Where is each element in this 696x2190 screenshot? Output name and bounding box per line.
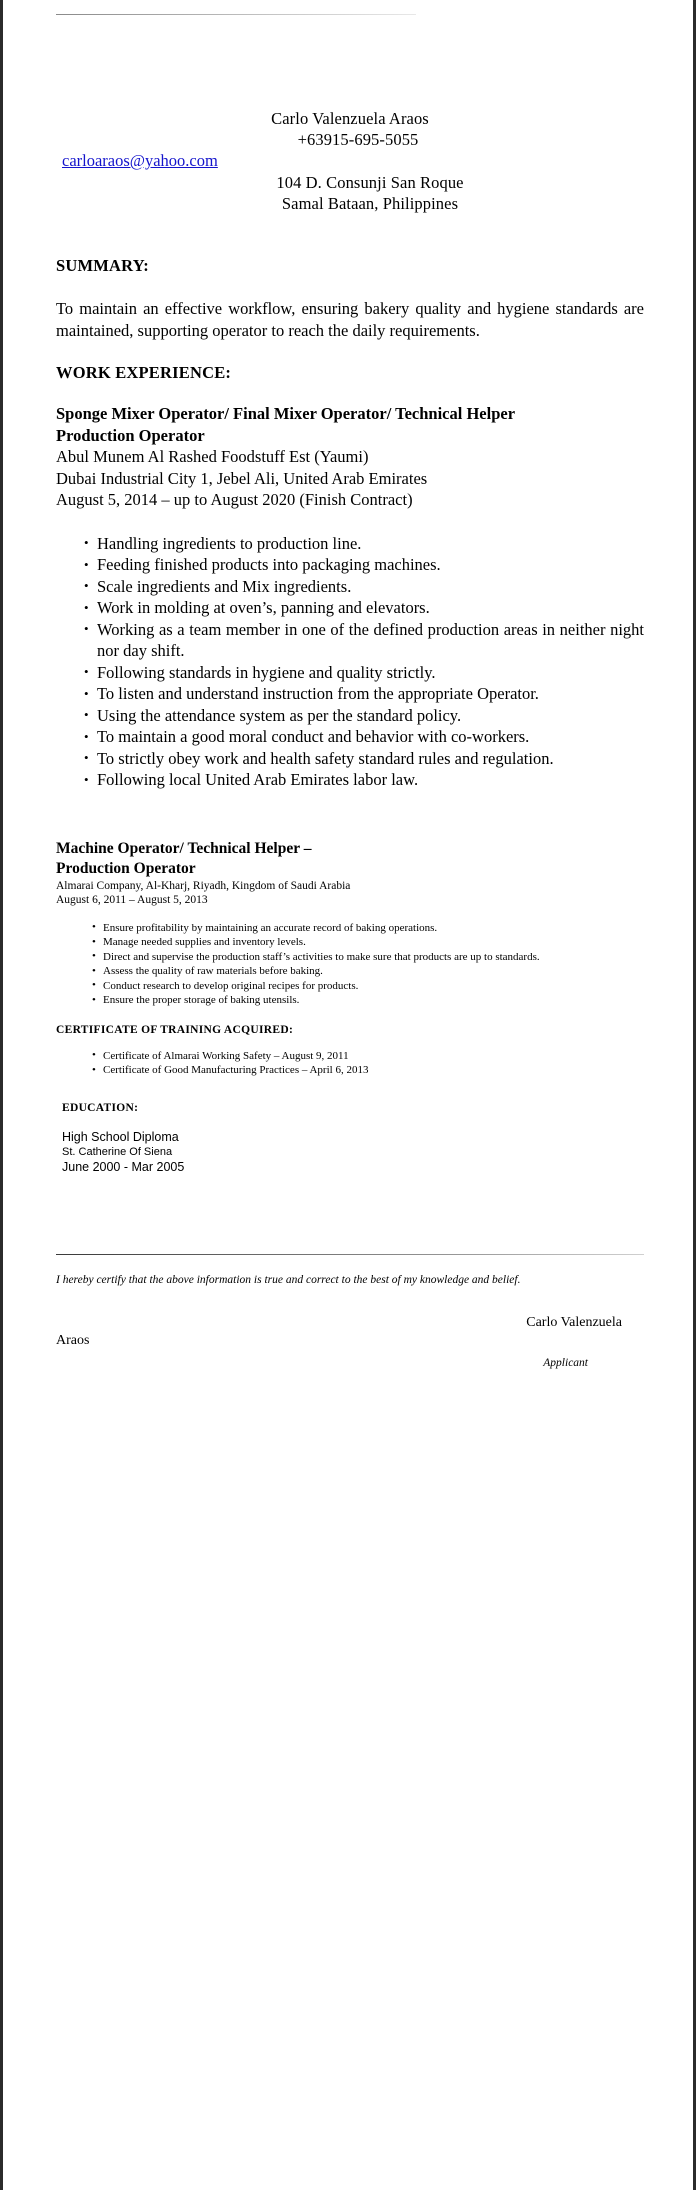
list-item: • Assess the quality of raw materials before baking. xyxy=(92,964,644,979)
signature-name-last: Araos xyxy=(56,1332,90,1348)
job-2-subtitle: Production Operator xyxy=(56,859,196,877)
summary-text: To maintain an effective workflow, ensuring bakery quality and hygiene standards are maintained, supporting operator to reach the daily requirements. xyxy=(56,299,644,340)
list-item: • Direct and supervise the production staff’s activities to make sure that products are up to standards. xyxy=(92,950,644,965)
list-item: • Manage needed supplies and inventory levels. xyxy=(92,935,644,950)
list-item: • Following local United Arab Emirates labor law. xyxy=(84,769,644,791)
list-item: • To maintain a good moral conduct and behavior with co-workers. xyxy=(84,726,644,748)
list-item: • To listen and understand instruction from the appropriate Operator. xyxy=(84,683,644,705)
signature-name-first: Carlo Valenzuela xyxy=(526,1314,622,1330)
footer-block xyxy=(56,1254,644,1371)
education-school: St. Catherine Of Siena xyxy=(62,1146,173,1158)
list-item: • Handling ingredients to production line. xyxy=(84,533,644,555)
education-dates: June 2000 - Mar 2005 xyxy=(62,1160,185,1174)
job-2-dates: August 6, 2011 – August 5, 2013 xyxy=(56,894,208,906)
job-1-location: Dubai Industrial City 1, Jebel Ali, United Arab Emirates xyxy=(56,468,428,488)
job-1-subtitle: Production Operator xyxy=(56,425,205,445)
list-item: • Certificate of Almarai Working Safety – August 9, 2011 xyxy=(92,1049,644,1064)
list-item: • To strictly obey work and health safety standard rules and regulation. xyxy=(84,748,644,770)
job-1-company: Abul Munem Al Rashed Foodstuff Est (Yaumi) xyxy=(56,447,369,466)
job-entry-2 xyxy=(56,839,644,1008)
list-item: • Certificate of Good Manufacturing Practices – April 6, 2013 xyxy=(92,1063,644,1078)
job-1-bullet-list xyxy=(56,533,644,791)
education-entry xyxy=(56,1130,644,1176)
list-item: • Following standards in hygiene and quality strictly. xyxy=(84,662,644,684)
job-1-dates: August 5, 2014 – up to August 2020 (Finish Contract) xyxy=(56,490,413,509)
list-item: • Working as a team member in one of the defined production areas in neither night nor day shift. xyxy=(84,619,644,662)
address-line-2: Samal Bataan, Philippines xyxy=(281,194,459,213)
job-entry-1 xyxy=(56,403,644,791)
list-item: • Ensure the proper storage of baking utensils. xyxy=(92,993,644,1008)
email-link[interactable]: carloaraos@yahoo.com xyxy=(62,151,218,170)
summary-heading: SUMMARY: xyxy=(56,256,149,275)
certification-statement: I hereby certify that the above information is true and correct to the best of my knowledge and belief. xyxy=(56,1273,521,1286)
list-item: • Work in molding at oven’s, panning and elevators. xyxy=(84,597,644,619)
education-heading: EDUCATION: xyxy=(62,1101,139,1114)
work-experience-heading: WORK EXPERIENCE: xyxy=(56,363,232,382)
candidate-phone: +63915-695-5055 xyxy=(297,130,419,149)
job-1-title: Sponge Mixer Operator/ Final Mixer Operator/ Technical Helper xyxy=(56,404,516,423)
list-item: • Ensure profitability by maintaining an accurate record of baking operations. xyxy=(92,921,644,936)
list-item: • Feeding finished products into packaging machines. xyxy=(84,554,644,576)
job-2-company: Almarai Company, Al-Kharj, Riyadh, Kingdom of Saudi Arabia xyxy=(56,879,351,892)
certificates-list xyxy=(56,1049,644,1078)
address-line-1: 104 D. Consunji San Roque xyxy=(276,173,464,192)
list-item: • Conduct research to develop original recipes for products. xyxy=(92,979,644,994)
contact-header xyxy=(56,108,644,214)
list-item: • Using the attendance system as per the standard policy. xyxy=(84,705,644,727)
signature-role: Applicant xyxy=(543,1356,588,1369)
certificates-heading: CERTIFICATE OF TRAINING ACQUIRED: xyxy=(56,1023,294,1036)
job-2-bullet-list xyxy=(56,921,644,1008)
education-degree: High School Diploma xyxy=(62,1129,179,1144)
job-2-title: Machine Operator/ Technical Helper – xyxy=(56,839,312,857)
candidate-name: Carlo Valenzuela Araos xyxy=(271,109,429,128)
list-item: • Scale ingredients and Mix ingredients. xyxy=(84,576,644,598)
candidate-email xyxy=(56,150,644,172)
